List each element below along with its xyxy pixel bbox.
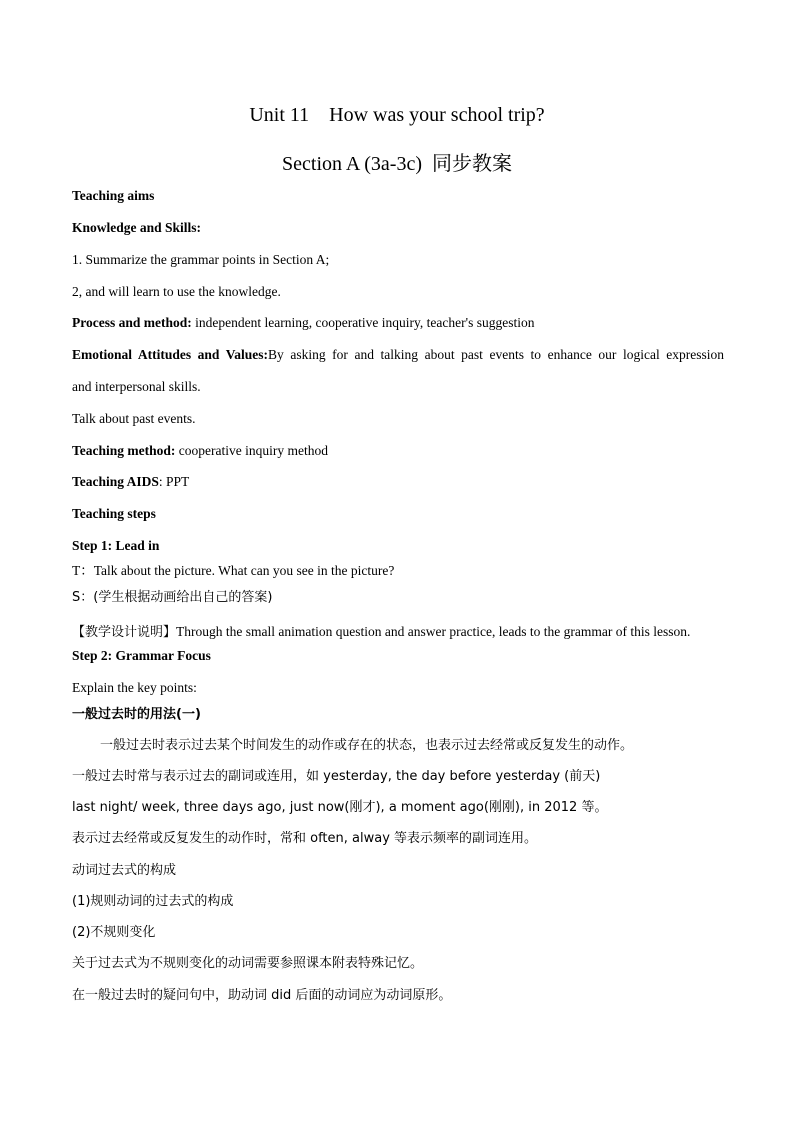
method-label: Teaching method: — [72, 443, 176, 458]
section-title: Section A (3a-3c) 同步教案 — [282, 153, 512, 175]
emotional-label: Emotional Attitudes and Values: — [72, 347, 269, 362]
student-line: S：(学生根据动画给出自己的答案) — [72, 590, 273, 605]
teaching-aims-heading: Teaching aims — [72, 188, 155, 203]
grammar-paragraph-5: 动词过去式的构成 — [72, 863, 177, 878]
teacher-line: T：Talk about the picture. What can you see in the picture? — [72, 563, 395, 578]
design-note-text: Through the small animation question and answer practice, leads to the grammar of this lesson. — [176, 624, 691, 639]
aids-text: : PPT — [158, 474, 190, 489]
grammar-paragraph-6: (1)规则动词的过去式的构成 — [72, 894, 234, 909]
grammar-paragraph-8: 关于过去式为不规则变化的动词需要参照课本附表特殊记忆。 — [72, 956, 424, 971]
talk-past-events: Talk about past events. — [72, 411, 196, 426]
aids-label: Teaching AIDS — [72, 474, 159, 489]
teaching-steps-heading: Teaching steps — [72, 506, 156, 521]
grammar-paragraph-9: 在一般过去时的疑问句中，助动词 did 后面的动词应为动词原形。 — [72, 988, 452, 1003]
emotional-text: By asking for and talking about past events to enhance our logical expression — [268, 347, 724, 362]
grammar-paragraph-2: 一般过去时常与表示过去的副词或连用，如 yesterday, the day before yesterday (前天) — [72, 769, 601, 784]
step1-heading: Step 1: Lead in — [72, 538, 160, 553]
emotional-line — [72, 346, 724, 364]
emotional-continuation: and interpersonal skills. — [72, 379, 201, 394]
process-label: Process and method: — [72, 315, 192, 330]
teaching-method-line — [72, 442, 724, 460]
grammar-paragraph-1: 一般过去时表示过去某个时间发生的动作或存在的状态，也表示过去经常或反复发生的动作。 — [100, 738, 634, 753]
grammar-paragraph-4: 表示过去经常或反复发生的动作时，常和 often, alway 等表示频率的副词连用。 — [72, 831, 538, 846]
grammar-paragraph-7: (2)不规则变化 — [72, 925, 156, 940]
knowledge-item-2: 2, and will learn to use the knowledge. — [72, 284, 281, 299]
unit-title: Unit 11 How was your school trip? — [249, 104, 545, 126]
knowledge-skills-heading: Knowledge and Skills: — [72, 220, 202, 235]
process-method-line — [72, 314, 724, 332]
method-text: cooperative inquiry method — [175, 443, 328, 458]
knowledge-item-1: 1. Summarize the grammar points in Section A; — [72, 252, 330, 267]
teaching-aids-line — [72, 473, 724, 491]
grammar-heading: 一般过去时的用法(一) — [72, 707, 201, 722]
explain-line: Explain the key points: — [72, 680, 197, 695]
design-note-label: 【教学设计说明】 — [72, 625, 177, 640]
process-text: independent learning, cooperative inquiry, teacher's suggestion — [191, 315, 535, 330]
grammar-paragraph-3: last night/ week, three days ago, just now(刚才), a moment ago(刚刚), in 2012 等。 — [72, 800, 608, 815]
step2-heading: Step 2: Grammar Focus — [72, 648, 211, 663]
design-note-line — [72, 623, 724, 642]
